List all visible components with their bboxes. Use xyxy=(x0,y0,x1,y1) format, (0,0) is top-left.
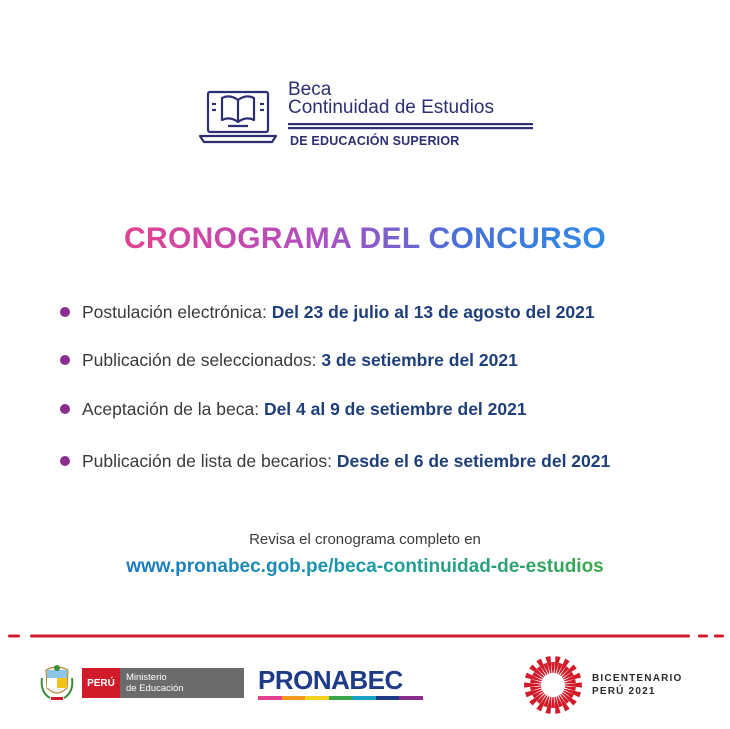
peru-badge: PERÚ xyxy=(82,668,120,698)
footer-divider xyxy=(8,633,724,639)
bullet-dot xyxy=(60,355,70,365)
schedule-value: Del 23 de julio al 13 de agosto del 2021 xyxy=(271,302,595,322)
schedule-label: Aceptación de la beca: xyxy=(82,399,264,419)
logo-divider-bars xyxy=(288,122,533,130)
schedule-label: Publicación de seleccionados: xyxy=(82,350,322,370)
schedule-label: Publicación de lista de becarios: xyxy=(82,451,337,471)
schedule-item-lista-becarios xyxy=(60,451,610,472)
schedule-value: Desde el 6 de setiembre del 2021 xyxy=(336,451,611,471)
schedule-label: Postulación electrónica: xyxy=(82,302,272,322)
schedule-value: 3 de setiembre del 2021 xyxy=(321,350,518,370)
pronabec-logo xyxy=(258,666,428,706)
logo-line-educacion-superior: DE EDUCACIÓN SUPERIOR xyxy=(290,134,460,148)
schedule-item-postulacion xyxy=(60,302,595,323)
bicentenario-line1: BICENTENARIO xyxy=(592,673,683,684)
website-link[interactable]: www.pronabec.gob.pe/beca-continuidad-de-estudios xyxy=(126,556,604,577)
peru-coat-of-arms-icon xyxy=(40,664,74,702)
revisa-text: Revisa el cronograma completo en xyxy=(249,531,481,548)
sunburst-ray xyxy=(551,662,555,673)
pronabec-color-bar xyxy=(258,696,423,700)
ministerio-line2: de Educación xyxy=(126,683,184,694)
logo-line-continuidad: Continuidad de Estudios xyxy=(288,97,494,118)
bicentenario-sunburst-icon xyxy=(522,654,584,716)
bicentenario-line2: PERÚ 2021 xyxy=(592,686,656,697)
schedule-value: Del 4 al 9 de setiembre del 2021 xyxy=(263,399,527,419)
beca-logo xyxy=(198,80,538,150)
pronabec-wordmark: PRONABEC xyxy=(258,665,403,695)
sunburst-ray xyxy=(551,697,555,708)
logo-line-beca: Beca xyxy=(288,79,332,100)
ministerio-educacion-logo xyxy=(40,660,245,706)
bullet-dot xyxy=(60,404,70,414)
bullet-dot xyxy=(60,456,70,466)
laptop-book-icon xyxy=(198,84,278,146)
ministerio-badge xyxy=(120,668,244,698)
bullet-dot xyxy=(60,307,70,317)
ministerio-line1: Ministerio xyxy=(126,672,167,683)
page-title: CRONOGRAMA DEL CONCURSO xyxy=(124,222,606,255)
bicentenario-logo xyxy=(522,654,702,714)
schedule-item-aceptacion xyxy=(60,399,527,420)
bicentenario-text xyxy=(592,672,683,698)
schedule-item-publicacion-seleccionados xyxy=(60,350,518,371)
